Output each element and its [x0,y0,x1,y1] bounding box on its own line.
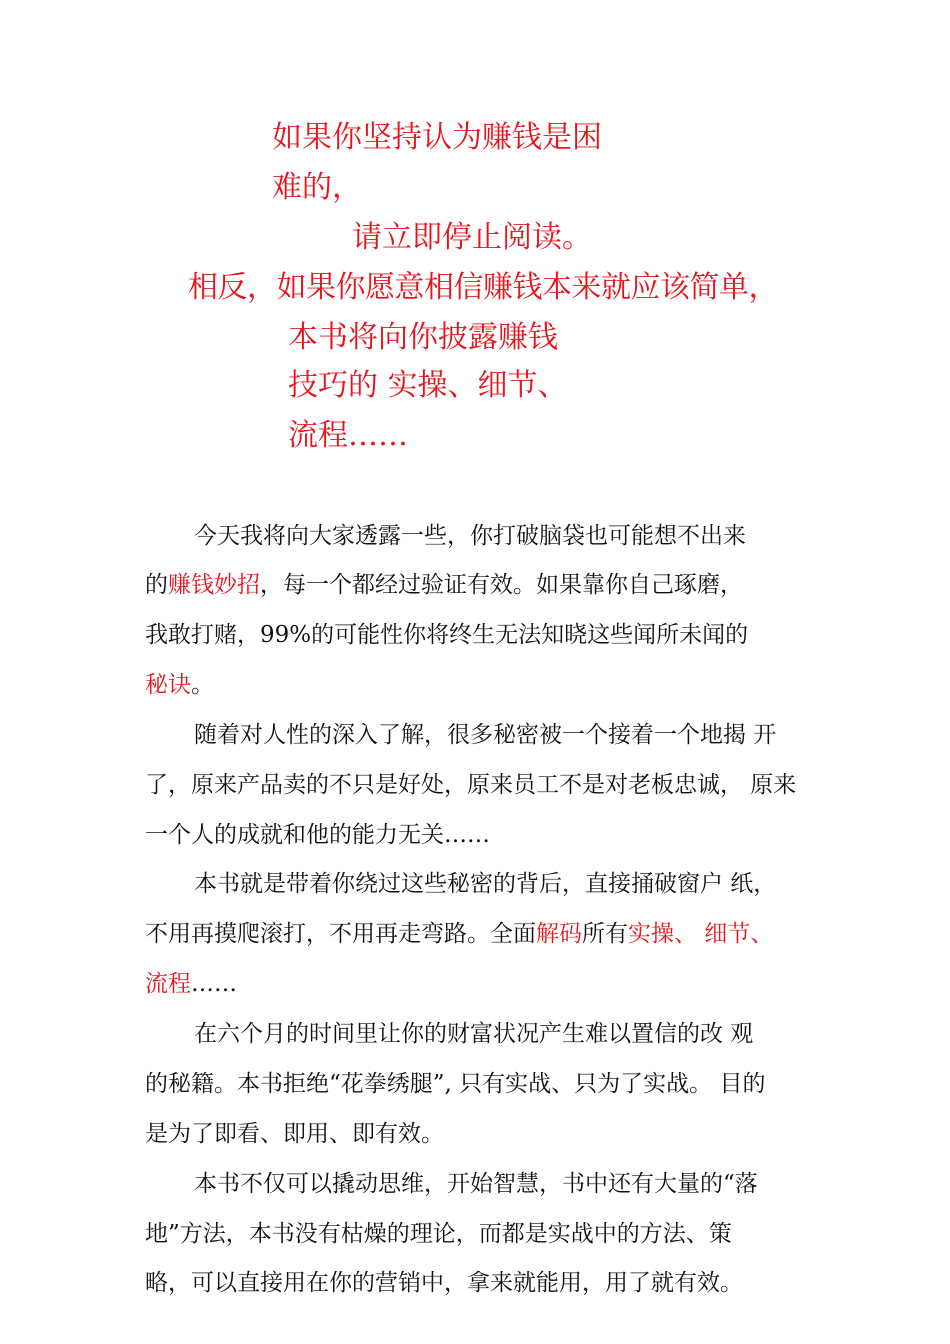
p3-text: 不用再摸爬滚打，不用再走弯路。全面 [145,921,536,947]
p4-line-1: 在六个月的时间里让你的财富状况产生难以置信的改 观 [194,1021,754,1047]
p3-highlight-process: 流程 [145,971,191,997]
p2-line-3: 一个人的成就和他的能力无关…… [145,822,490,848]
p3-highlight-decode: 解码 [536,921,582,947]
p5-line-2: 地”方法，本书没有枯燥的理论，而都是实战中的方法、策 [145,1221,732,1247]
p2-line-2: 了，原来产品卖的不只是好处，原来员工不是对老板忠诚， 原来 [145,772,797,798]
intro-line-7: 流程…… [288,418,408,453]
intro-line-5: 本书将向你披露赚钱 [288,320,558,355]
p1-highlight-earning-tricks: 赚钱妙招 [168,572,260,598]
p3-text: …… [191,971,237,997]
p1-line-4 [145,669,214,701]
p1-highlight-secret: 秘诀 [145,672,191,698]
intro-line-4: 相反，如果你愿意相信赚钱本来就应该简单， [188,270,778,305]
p1-text: ，每一个都经过验证有效。如果靠你自己琢磨， [260,572,743,598]
intro-line-2: 难的， [272,170,362,205]
p1-line-1: 今天我将向大家透露一些，你打破脑袋也可能想不出来 [194,523,746,549]
intro-line-3: 请立即停止阅读。 [352,220,592,255]
p5-line-1: 本书不仅可以撬动思维，开始智慧，书中还有大量的“落 [194,1171,758,1197]
p1-line-3: 我敢打赌，99%的可能性你将终生无法知晓这些闻所未闻的 [145,622,749,648]
p3-text: 所有 [582,921,628,947]
p1-text: 。 [191,672,214,698]
p4-line-3: 是为了即看、即用、即有效。 [145,1121,444,1147]
intro-line-6: 技巧的 实操、细节、 [288,368,568,403]
p2-line-1: 随着对人性的深入了解，很多秘密被一个接着一个地揭 开 [194,722,777,748]
p3-line-3 [145,968,237,1000]
intro-line-1: 如果你坚持认为赚钱是困 [272,120,602,155]
p3-line-2 [145,918,773,950]
p5-line-3: 略，可以直接用在你的营销中，拿来就能用，用了就有效。 [145,1270,743,1296]
p1-text: 的 [145,572,168,598]
p1-line-2 [145,569,743,601]
p4-line-2: 的秘籍。本书拒绝“花拳绣腿”, 只有实战、只为了实战。 目的 [145,1071,766,1097]
p3-line-1: 本书就是带着你绕过这些秘密的背后，直接捅破窗户 纸， [194,871,777,897]
p3-highlight-practice: 实操、 细节、 [628,921,774,947]
